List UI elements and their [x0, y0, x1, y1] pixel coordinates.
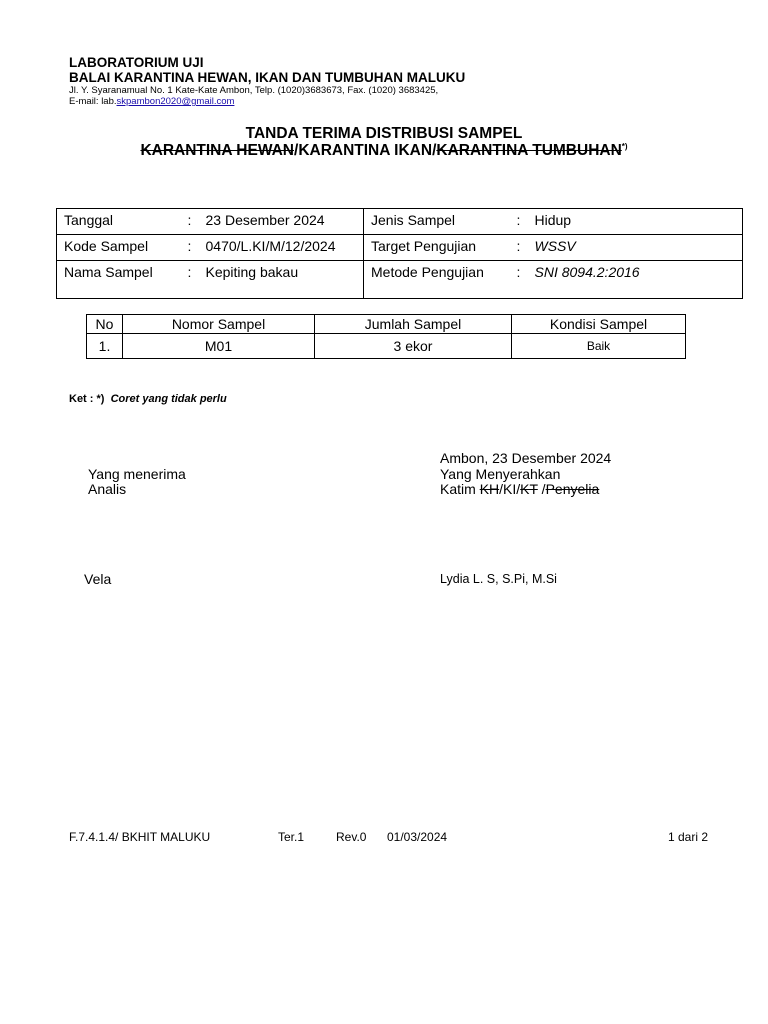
- samples-table: [86, 314, 686, 359]
- note: [69, 393, 227, 405]
- footer-code: F.7.4.1.4/ BKHIT MALUKU: [69, 830, 211, 844]
- subtitle-ki: KARANTINA IKAN: [298, 142, 433, 160]
- email-line: [69, 96, 234, 107]
- address: Jl. Y. Syaranamual No. 1 Kate-Kate Ambon, Telp. (1020)3683673, Fax. (1020) 3683425,: [69, 85, 439, 96]
- subtitle-kt: KARANTINA TUMBUHAN: [436, 142, 622, 160]
- subtitle-kh: KARANTINA HEWAN: [140, 142, 294, 160]
- sender-label: Yang Menyerahkan: [440, 466, 561, 482]
- footer-ter: Ter.1: [278, 830, 305, 844]
- info-row: [57, 209, 743, 235]
- column-header: Nomor Sampel: [123, 315, 315, 334]
- document-subtitle: [0, 142, 768, 160]
- subtitle-sep: /: [432, 142, 437, 160]
- place-date: Ambon, 23 Desember 2024: [440, 450, 612, 466]
- info-table: [56, 208, 743, 299]
- samples-header-row: [87, 315, 686, 334]
- cell-kondisi: Baik: [512, 334, 686, 359]
- role-penyelia: Penyelia: [545, 481, 600, 497]
- receiver-label: Yang menerima: [88, 466, 186, 482]
- receiver-role: Analis: [88, 481, 127, 497]
- info-label: Tanggal: [57, 209, 181, 235]
- info-colon: :: [181, 261, 199, 299]
- info-label: Target Pengujian: [364, 235, 510, 261]
- email-prefix: E-mail: lab.: [69, 96, 117, 107]
- column-header: Jumlah Sampel: [315, 315, 512, 334]
- table-row: [87, 334, 686, 359]
- role-katim: Katim: [440, 481, 480, 497]
- sender-name: Lydia L. S, S.Pi, M.Si: [440, 572, 557, 586]
- sender-role: [440, 482, 599, 497]
- info-colon: :: [181, 235, 199, 261]
- column-header: No: [87, 315, 123, 334]
- subtitle-sep: /: [294, 142, 299, 160]
- page-number: 1 dari 2: [668, 830, 709, 844]
- info-label: Jenis Sampel: [364, 209, 510, 235]
- info-value: Hidup: [528, 209, 743, 235]
- column-header: Kondisi Sampel: [512, 315, 686, 334]
- org-name: BALAI KARANTINA HEWAN, IKAN DAN TUMBUHAN MALUKU: [69, 70, 466, 85]
- info-value: Kepiting bakau: [199, 261, 364, 299]
- lab-name: LABORATORIUM UJI: [69, 55, 204, 70]
- info-value: 0470/L.KI/M/12/2024: [199, 235, 364, 261]
- info-label: Metode Pengujian: [364, 261, 510, 299]
- document-title: TANDA TERIMA DISTRIBUSI SAMPEL: [245, 125, 523, 142]
- info-value: 23 Desember 2024: [199, 209, 364, 235]
- cell-no: 1.: [87, 334, 123, 359]
- info-row: [57, 235, 743, 261]
- footer-rev: Rev.0: [336, 830, 367, 844]
- cell-nomor: M01: [123, 334, 315, 359]
- role-kt: KT: [520, 481, 538, 497]
- footer-date: 01/03/2024: [387, 830, 448, 844]
- info-value: WSSV: [528, 235, 743, 261]
- info-label: Nama Sampel: [57, 261, 181, 299]
- receiver-name: Vela: [84, 571, 112, 587]
- cell-jumlah: 3 ekor: [315, 334, 512, 359]
- role-kh: KH: [479, 481, 500, 497]
- info-row: [57, 261, 743, 299]
- email-link[interactable]: skpambon2020@gmail.com: [116, 96, 235, 107]
- footnote-mark: *): [621, 142, 628, 151]
- role-ki: /KI/: [499, 481, 521, 497]
- info-colon: :: [181, 209, 199, 235]
- info-colon: :: [510, 261, 528, 299]
- info-colon: :: [510, 209, 528, 235]
- info-value: SNI 8094.2:2016: [528, 261, 743, 299]
- note-text: Coret yang tidak perlu: [110, 393, 227, 405]
- info-colon: :: [510, 235, 528, 261]
- info-label: Kode Sampel: [57, 235, 181, 261]
- role-sep: /: [537, 481, 546, 497]
- note-prefix: Ket : *): [69, 393, 105, 405]
